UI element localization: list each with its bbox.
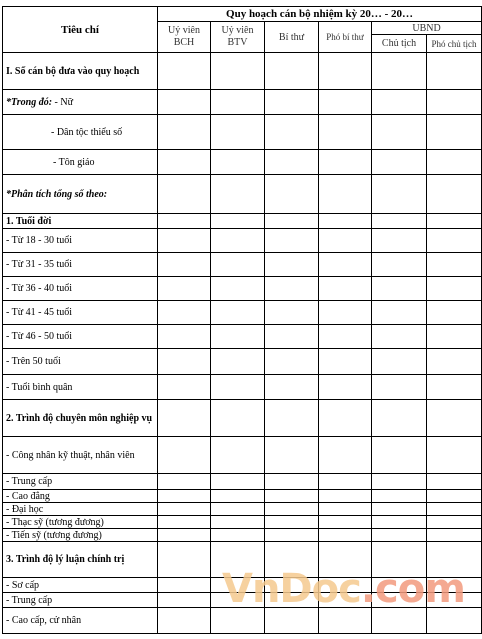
row-label: - Cao đẳng bbox=[3, 490, 158, 503]
row-label: - Cao cấp, cử nhân bbox=[3, 608, 158, 634]
table-row bbox=[3, 277, 482, 301]
row-label: 3. Trình độ lý luận chính trị bbox=[3, 542, 158, 578]
row-label: - Tôn giáo bbox=[3, 150, 158, 175]
table-row bbox=[3, 253, 482, 277]
row-label: - Trung cấp bbox=[3, 474, 158, 490]
table-row bbox=[3, 503, 482, 516]
criteria-header: Tiêu chí bbox=[3, 7, 158, 53]
row-label: - Từ 41 - 45 tuổi bbox=[3, 301, 158, 325]
table-row bbox=[3, 437, 482, 474]
table-row bbox=[3, 175, 482, 214]
row-label: *Trong đó: - Nữ bbox=[3, 90, 158, 115]
table-row bbox=[3, 229, 482, 253]
row-label: - Dân tộc thiểu số bbox=[3, 115, 158, 150]
table-row bbox=[3, 529, 482, 542]
row-label: - Sơ cấp bbox=[3, 578, 158, 593]
col-chu-tich: Chủ tịch bbox=[372, 35, 427, 53]
table-row bbox=[3, 593, 482, 608]
col-bi-thu: Bí thư bbox=[265, 22, 319, 53]
row-label: - Trên 50 tuổi bbox=[3, 349, 158, 375]
row-label: - Trung cấp bbox=[3, 593, 158, 608]
table-row bbox=[3, 542, 482, 578]
row-label: 1. Tuổi đời bbox=[3, 214, 158, 229]
row-label: - Từ 18 - 30 tuổi bbox=[3, 229, 158, 253]
vndoc-watermark-logo: VnDoc.com bbox=[222, 566, 465, 612]
table-row bbox=[3, 214, 482, 229]
table-row bbox=[3, 490, 482, 503]
table-row bbox=[3, 325, 482, 349]
row-label: *Phân tích tổng số theo: bbox=[3, 175, 158, 214]
planning-table bbox=[2, 6, 482, 634]
table-row bbox=[3, 53, 482, 90]
table-row bbox=[3, 115, 482, 150]
table-row bbox=[3, 150, 482, 175]
table-row bbox=[3, 474, 482, 490]
table-row bbox=[3, 301, 482, 325]
table-row bbox=[3, 349, 482, 375]
row-label: - Đại học bbox=[3, 503, 158, 516]
table-row bbox=[3, 608, 482, 634]
row-label: - Từ 46 - 50 tuổi bbox=[3, 325, 158, 349]
plan-term-header: Quy hoạch cán bộ nhiệm kỳ 20… - 20… bbox=[158, 7, 482, 22]
row-label: - Từ 36 - 40 tuổi bbox=[3, 277, 158, 301]
col-uy-vien-bch: Uỷ viên BCH bbox=[158, 22, 211, 53]
row-label: - Từ 31 - 35 tuổi bbox=[3, 253, 158, 277]
row-label: - Tuổi bình quân bbox=[3, 375, 158, 400]
table-row bbox=[3, 578, 482, 593]
row-label: - Tiến sỹ (tương đương) bbox=[3, 529, 158, 542]
table-row bbox=[3, 516, 482, 529]
table-row bbox=[3, 375, 482, 400]
table-row bbox=[3, 90, 482, 115]
table-row bbox=[3, 400, 482, 437]
row-label: - Công nhân kỹ thuật, nhân viên bbox=[3, 437, 158, 474]
col-uy-vien-btv: Uỷ viên BTV bbox=[211, 22, 265, 53]
col-pho-bi-thu: Phó bí thư bbox=[319, 22, 372, 53]
col-pho-chu-tich: Phó chủ tịch bbox=[427, 35, 482, 53]
row-label: I. Số cán bộ đưa vào quy hoạch bbox=[3, 53, 158, 90]
row-label: 2. Trình độ chuyên môn nghiệp vụ bbox=[3, 400, 158, 437]
ubnd-header: UBND bbox=[372, 22, 482, 35]
row-label: - Thạc sỹ (tương đương) bbox=[3, 516, 158, 529]
